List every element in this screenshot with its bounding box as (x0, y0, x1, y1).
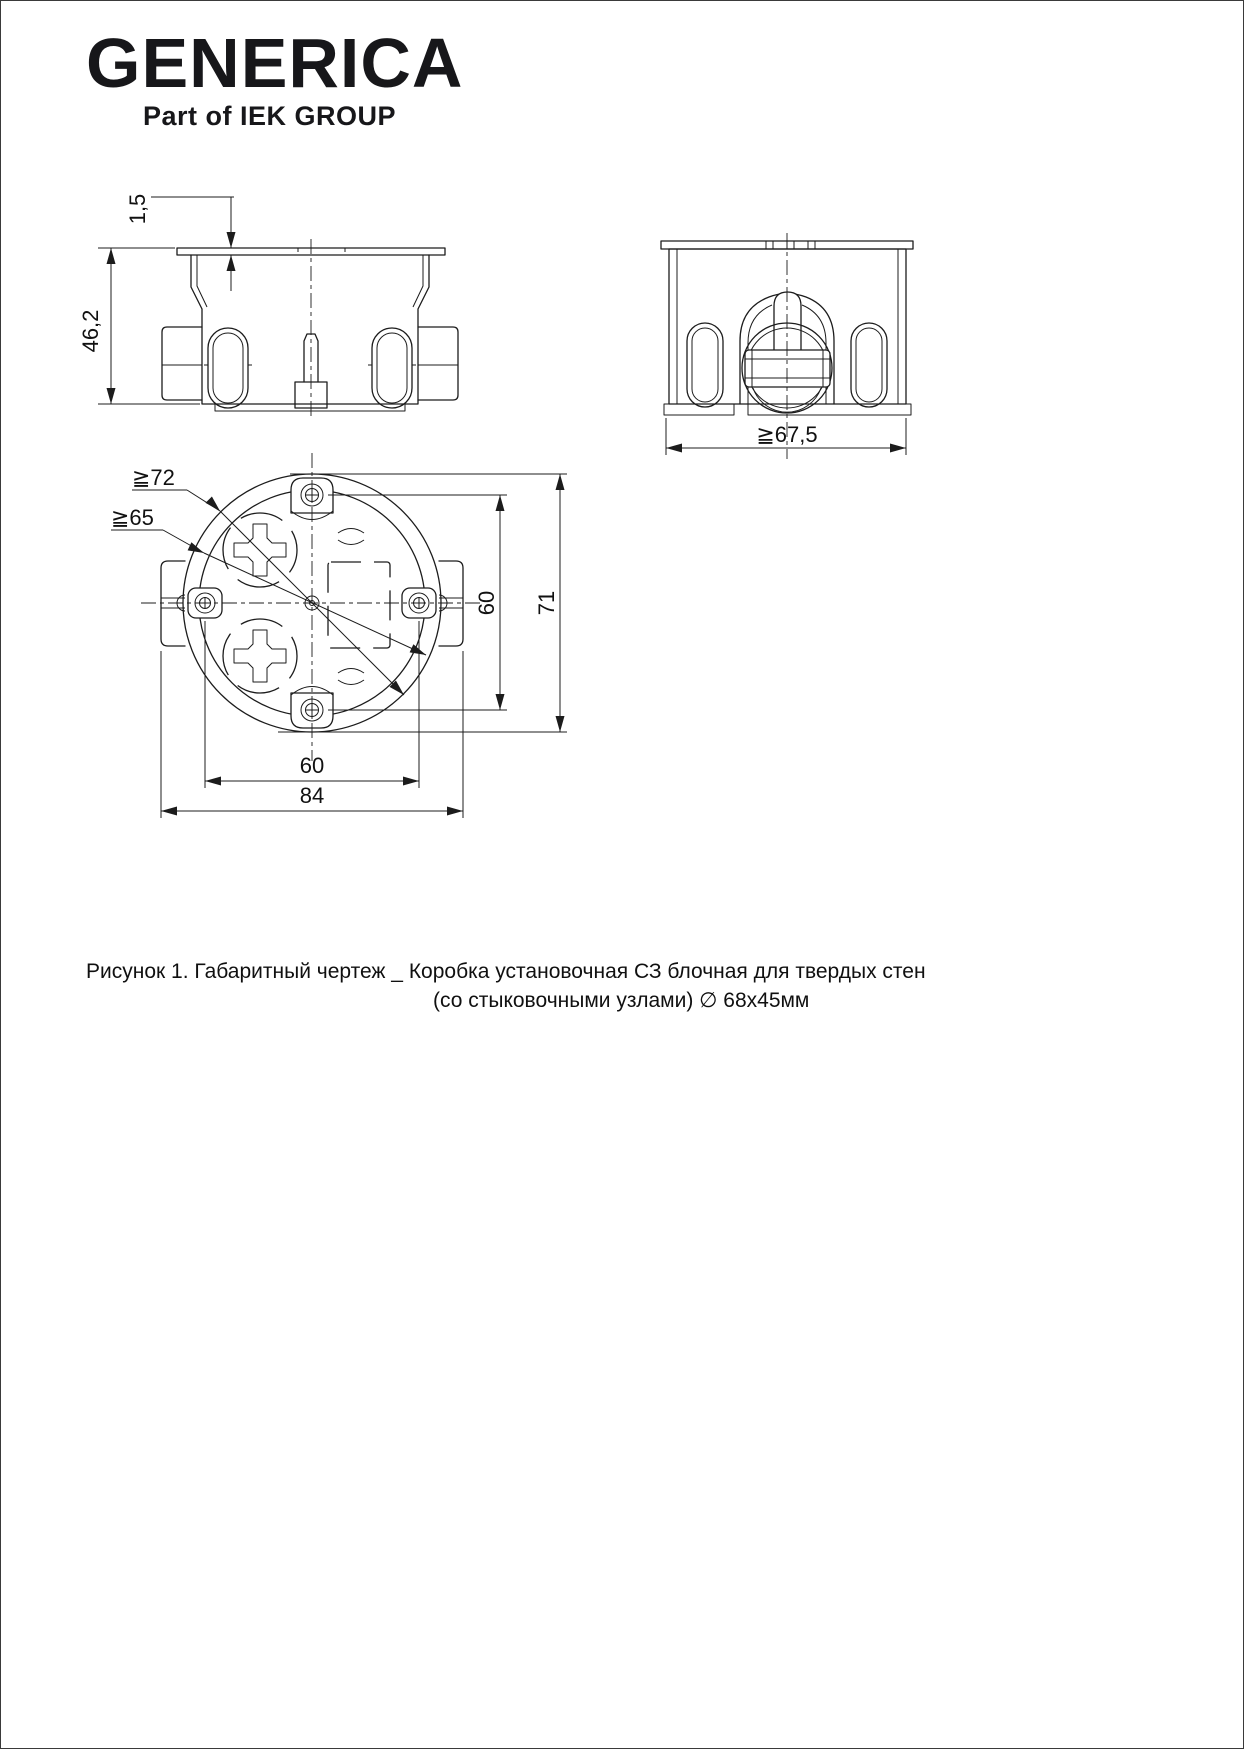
square-knockout (328, 562, 390, 648)
dim-inner-diameter (111, 505, 426, 655)
docking-tab-left (161, 561, 185, 646)
figure-caption (86, 958, 926, 1016)
dim-label-flange-thickness: 1,5 (125, 193, 150, 225)
dim-label-screw-spacing-horizontal: 60 (299, 753, 325, 778)
plan-view (141, 453, 483, 761)
caption-line1: Рисунок 1. Габаритный чертеж _ Коробка установочная СЗ блочная для твердых стен (86, 960, 926, 983)
dim-body-diameter (666, 418, 906, 455)
dim-label-inner-diameter: ≧65 (111, 505, 154, 530)
left-docking-lug (162, 327, 202, 400)
dimensional-drawing (1, 1, 1244, 1021)
right-slot (372, 328, 412, 408)
caption-line2: (со стыковочными узлами) ∅ 68х45мм (433, 988, 810, 1012)
dim-label-body-diameter: ≧67,5 (756, 422, 818, 447)
brand-name: GENERICA (86, 24, 464, 102)
brand-tagline: Part of IEK GROUP (143, 100, 397, 131)
left-slot (208, 328, 248, 408)
dim-label-outer-diameter: ≧72 (132, 465, 175, 490)
dim-label-overall-width: 84 (299, 783, 325, 808)
front-elevation-view (162, 239, 458, 417)
knockout-bridge (745, 350, 830, 387)
dim-overall-depth (78, 248, 200, 404)
docking-tab-right (439, 561, 463, 646)
dim-label-overall-height: 71 (534, 590, 559, 616)
dim-flange-thickness (125, 194, 236, 291)
right-docking-lug (418, 327, 458, 400)
dim-label-screw-spacing-vertical: 60 (474, 590, 499, 616)
dim-label-depth: 46,2 (78, 309, 103, 353)
